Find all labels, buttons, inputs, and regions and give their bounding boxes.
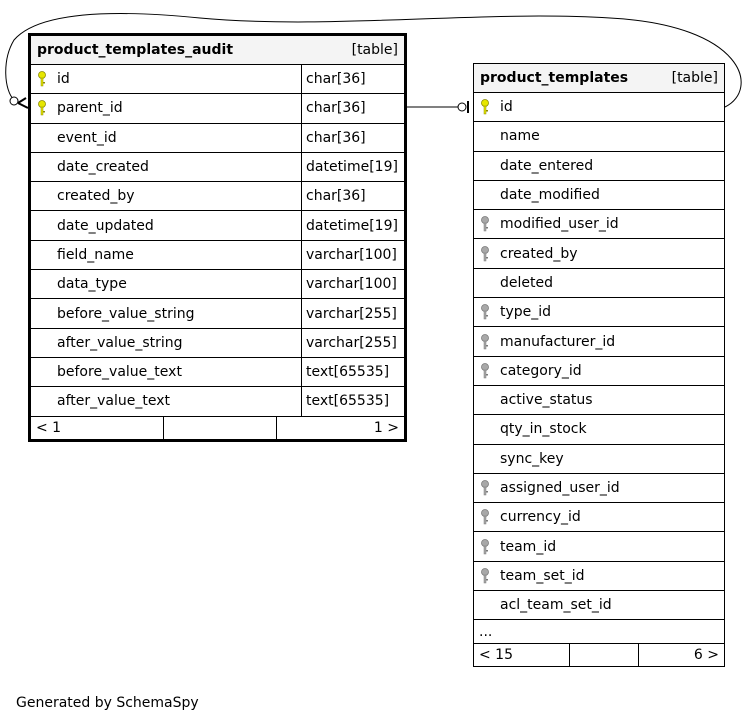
column-row[interactable] xyxy=(474,239,724,268)
column-name: id xyxy=(57,71,70,88)
column-row[interactable] xyxy=(474,503,724,532)
many-marker xyxy=(18,98,28,108)
column-name-cell xyxy=(474,239,724,267)
table-footer xyxy=(31,417,404,439)
column-row[interactable] xyxy=(31,182,404,211)
column-name-cell xyxy=(31,358,302,386)
column-name: created_by xyxy=(500,245,578,262)
column-name-cell xyxy=(31,153,302,181)
column-name-cell xyxy=(474,386,724,414)
column-name-cell xyxy=(474,591,724,619)
column-type: char[36] xyxy=(306,100,366,117)
column-row[interactable] xyxy=(474,415,724,444)
key-slot xyxy=(480,391,498,409)
column-row[interactable] xyxy=(474,357,724,386)
foreign-key-icon xyxy=(480,567,498,585)
foreign-key-icon xyxy=(480,362,498,380)
zero-marker-loop xyxy=(10,97,18,105)
column-row[interactable] xyxy=(474,269,724,298)
foreign-key-icon xyxy=(480,538,498,556)
column-type: datetime[19] xyxy=(306,217,398,234)
children-count[interactable]: 6 > xyxy=(693,647,719,664)
column-name-cell xyxy=(474,93,724,121)
table-name: product_templates_audit xyxy=(37,42,234,58)
column-row[interactable] xyxy=(31,241,404,270)
column-name: parent_id xyxy=(57,100,123,117)
column-row[interactable] xyxy=(474,386,724,415)
column-name-cell xyxy=(474,532,724,560)
column-row[interactable] xyxy=(31,153,404,182)
column-row[interactable] xyxy=(474,474,724,503)
column-name-cell xyxy=(474,327,724,355)
column-row[interactable] xyxy=(474,445,724,474)
table-kind: [table] xyxy=(671,70,718,86)
column-name-cell xyxy=(31,329,302,357)
primary-key-icon xyxy=(37,99,55,117)
foreign-key-icon xyxy=(480,333,498,351)
column-type: varchar[255] xyxy=(306,334,397,351)
zero-marker xyxy=(458,103,466,111)
column-row[interactable] xyxy=(474,122,724,151)
footer-spacer xyxy=(164,417,277,439)
column-name-cell xyxy=(31,211,302,239)
column-name: team_set_id xyxy=(500,567,585,584)
column-name: acl_team_set_id xyxy=(500,597,612,614)
column-name-cell xyxy=(474,122,724,150)
column-row[interactable] xyxy=(31,124,404,153)
column-row[interactable] xyxy=(31,299,404,328)
column-row[interactable] xyxy=(474,181,724,210)
column-name: after_value_string xyxy=(57,334,183,351)
column-name-cell xyxy=(474,562,724,590)
key-slot xyxy=(37,217,55,235)
column-name: date_modified xyxy=(500,187,600,204)
foreign-key-icon xyxy=(480,303,498,321)
column-name: name xyxy=(500,128,540,145)
column-name-cell xyxy=(474,474,724,502)
children-count[interactable]: 1 > xyxy=(373,419,399,436)
table-kind: [table] xyxy=(351,42,398,58)
column-name: created_by xyxy=(57,188,135,205)
key-slot xyxy=(37,363,55,381)
column-name-cell xyxy=(474,445,724,473)
column-name: date_updated xyxy=(57,217,154,234)
column-type: text[65535] xyxy=(306,364,390,381)
key-slot xyxy=(480,186,498,204)
table-header[interactable] xyxy=(31,36,404,65)
column-name-cell xyxy=(31,65,302,93)
column-name: deleted xyxy=(500,274,553,291)
table-footer xyxy=(474,644,724,666)
key-slot xyxy=(37,187,55,205)
foreign-key-icon xyxy=(480,245,498,263)
column-name: event_id xyxy=(57,129,117,146)
column-name: sync_key xyxy=(500,450,564,467)
parents-count[interactable]: < 1 xyxy=(31,417,164,439)
column-name-cell xyxy=(474,357,724,385)
column-name-cell xyxy=(31,270,302,298)
column-name-cell xyxy=(474,298,724,326)
column-type: char[36] xyxy=(306,71,366,88)
primary-key-icon xyxy=(480,98,498,116)
key-slot xyxy=(480,127,498,145)
more-columns: ... xyxy=(474,620,724,644)
table-product-templates[interactable] xyxy=(473,63,725,667)
generator-credit: Generated by SchemaSpy xyxy=(16,695,199,711)
key-slot xyxy=(480,450,498,468)
key-slot xyxy=(37,246,55,264)
column-type: varchar[100] xyxy=(306,246,397,263)
primary-key-icon xyxy=(37,70,55,88)
parents-count[interactable]: < 15 xyxy=(474,644,570,666)
column-type: char[36] xyxy=(306,129,366,146)
column-name: date_created xyxy=(57,159,149,176)
column-row[interactable] xyxy=(31,211,404,240)
column-name-cell xyxy=(474,415,724,443)
column-row[interactable] xyxy=(31,94,404,123)
key-slot xyxy=(480,157,498,175)
column-name: before_value_text xyxy=(57,364,182,381)
column-row[interactable] xyxy=(31,387,404,416)
column-name: assigned_user_id xyxy=(500,480,620,496)
column-name: modified_user_id xyxy=(500,216,619,233)
column-type: char[36] xyxy=(306,188,366,205)
column-name-cell xyxy=(474,503,724,531)
key-slot xyxy=(37,129,55,147)
column-list xyxy=(474,93,724,620)
column-row[interactable] xyxy=(31,358,404,387)
column-name-cell xyxy=(474,269,724,297)
column-type: datetime[19] xyxy=(306,159,398,176)
column-name: currency_id xyxy=(500,509,581,526)
column-type: text[65535] xyxy=(306,393,390,410)
key-slot xyxy=(480,420,498,438)
column-row[interactable] xyxy=(474,532,724,561)
table-name: product_templates xyxy=(480,70,629,86)
foreign-key-icon xyxy=(480,479,498,497)
column-row[interactable] xyxy=(474,298,724,327)
column-list xyxy=(31,65,404,417)
column-row[interactable] xyxy=(31,270,404,299)
column-name: category_id xyxy=(500,362,582,379)
column-name: type_id xyxy=(500,304,552,321)
column-name: team_id xyxy=(500,538,557,555)
column-row[interactable] xyxy=(31,329,404,358)
column-name-cell xyxy=(31,124,302,152)
column-name: qty_in_stock xyxy=(500,421,587,438)
column-name-cell xyxy=(474,210,724,238)
column-row[interactable] xyxy=(474,591,724,620)
column-name: manufacturer_id xyxy=(500,333,616,350)
column-name-cell xyxy=(31,299,302,327)
column-name: active_status xyxy=(500,392,593,409)
column-name-cell xyxy=(474,181,724,209)
table-product-templates-audit[interactable] xyxy=(28,33,407,442)
column-name: field_name xyxy=(57,246,134,263)
key-slot xyxy=(37,334,55,352)
column-row[interactable] xyxy=(474,210,724,239)
key-slot xyxy=(37,392,55,410)
column-name: data_type xyxy=(57,276,127,293)
foreign-key-icon xyxy=(480,215,498,233)
key-slot xyxy=(37,275,55,293)
column-type: varchar[100] xyxy=(306,276,397,293)
column-name: after_value_text xyxy=(57,393,170,410)
column-name: date_entered xyxy=(500,157,594,174)
key-slot xyxy=(480,274,498,292)
table-header[interactable] xyxy=(474,64,724,93)
column-type: varchar[255] xyxy=(306,305,397,322)
key-slot xyxy=(480,596,498,614)
column-row[interactable] xyxy=(31,65,404,94)
column-row[interactable] xyxy=(474,562,724,591)
key-slot xyxy=(37,158,55,176)
column-row[interactable] xyxy=(474,93,724,122)
footer-spacer xyxy=(570,644,639,666)
column-name-cell xyxy=(31,94,302,122)
column-row[interactable] xyxy=(474,327,724,356)
column-name: id xyxy=(500,99,513,116)
foreign-key-icon xyxy=(480,508,498,526)
column-name-cell xyxy=(31,241,302,269)
column-name-cell xyxy=(31,182,302,210)
column-row[interactable] xyxy=(474,152,724,181)
column-name-cell xyxy=(474,152,724,180)
key-slot xyxy=(37,305,55,323)
column-name: before_value_string xyxy=(57,305,195,322)
column-name-cell xyxy=(31,387,302,415)
